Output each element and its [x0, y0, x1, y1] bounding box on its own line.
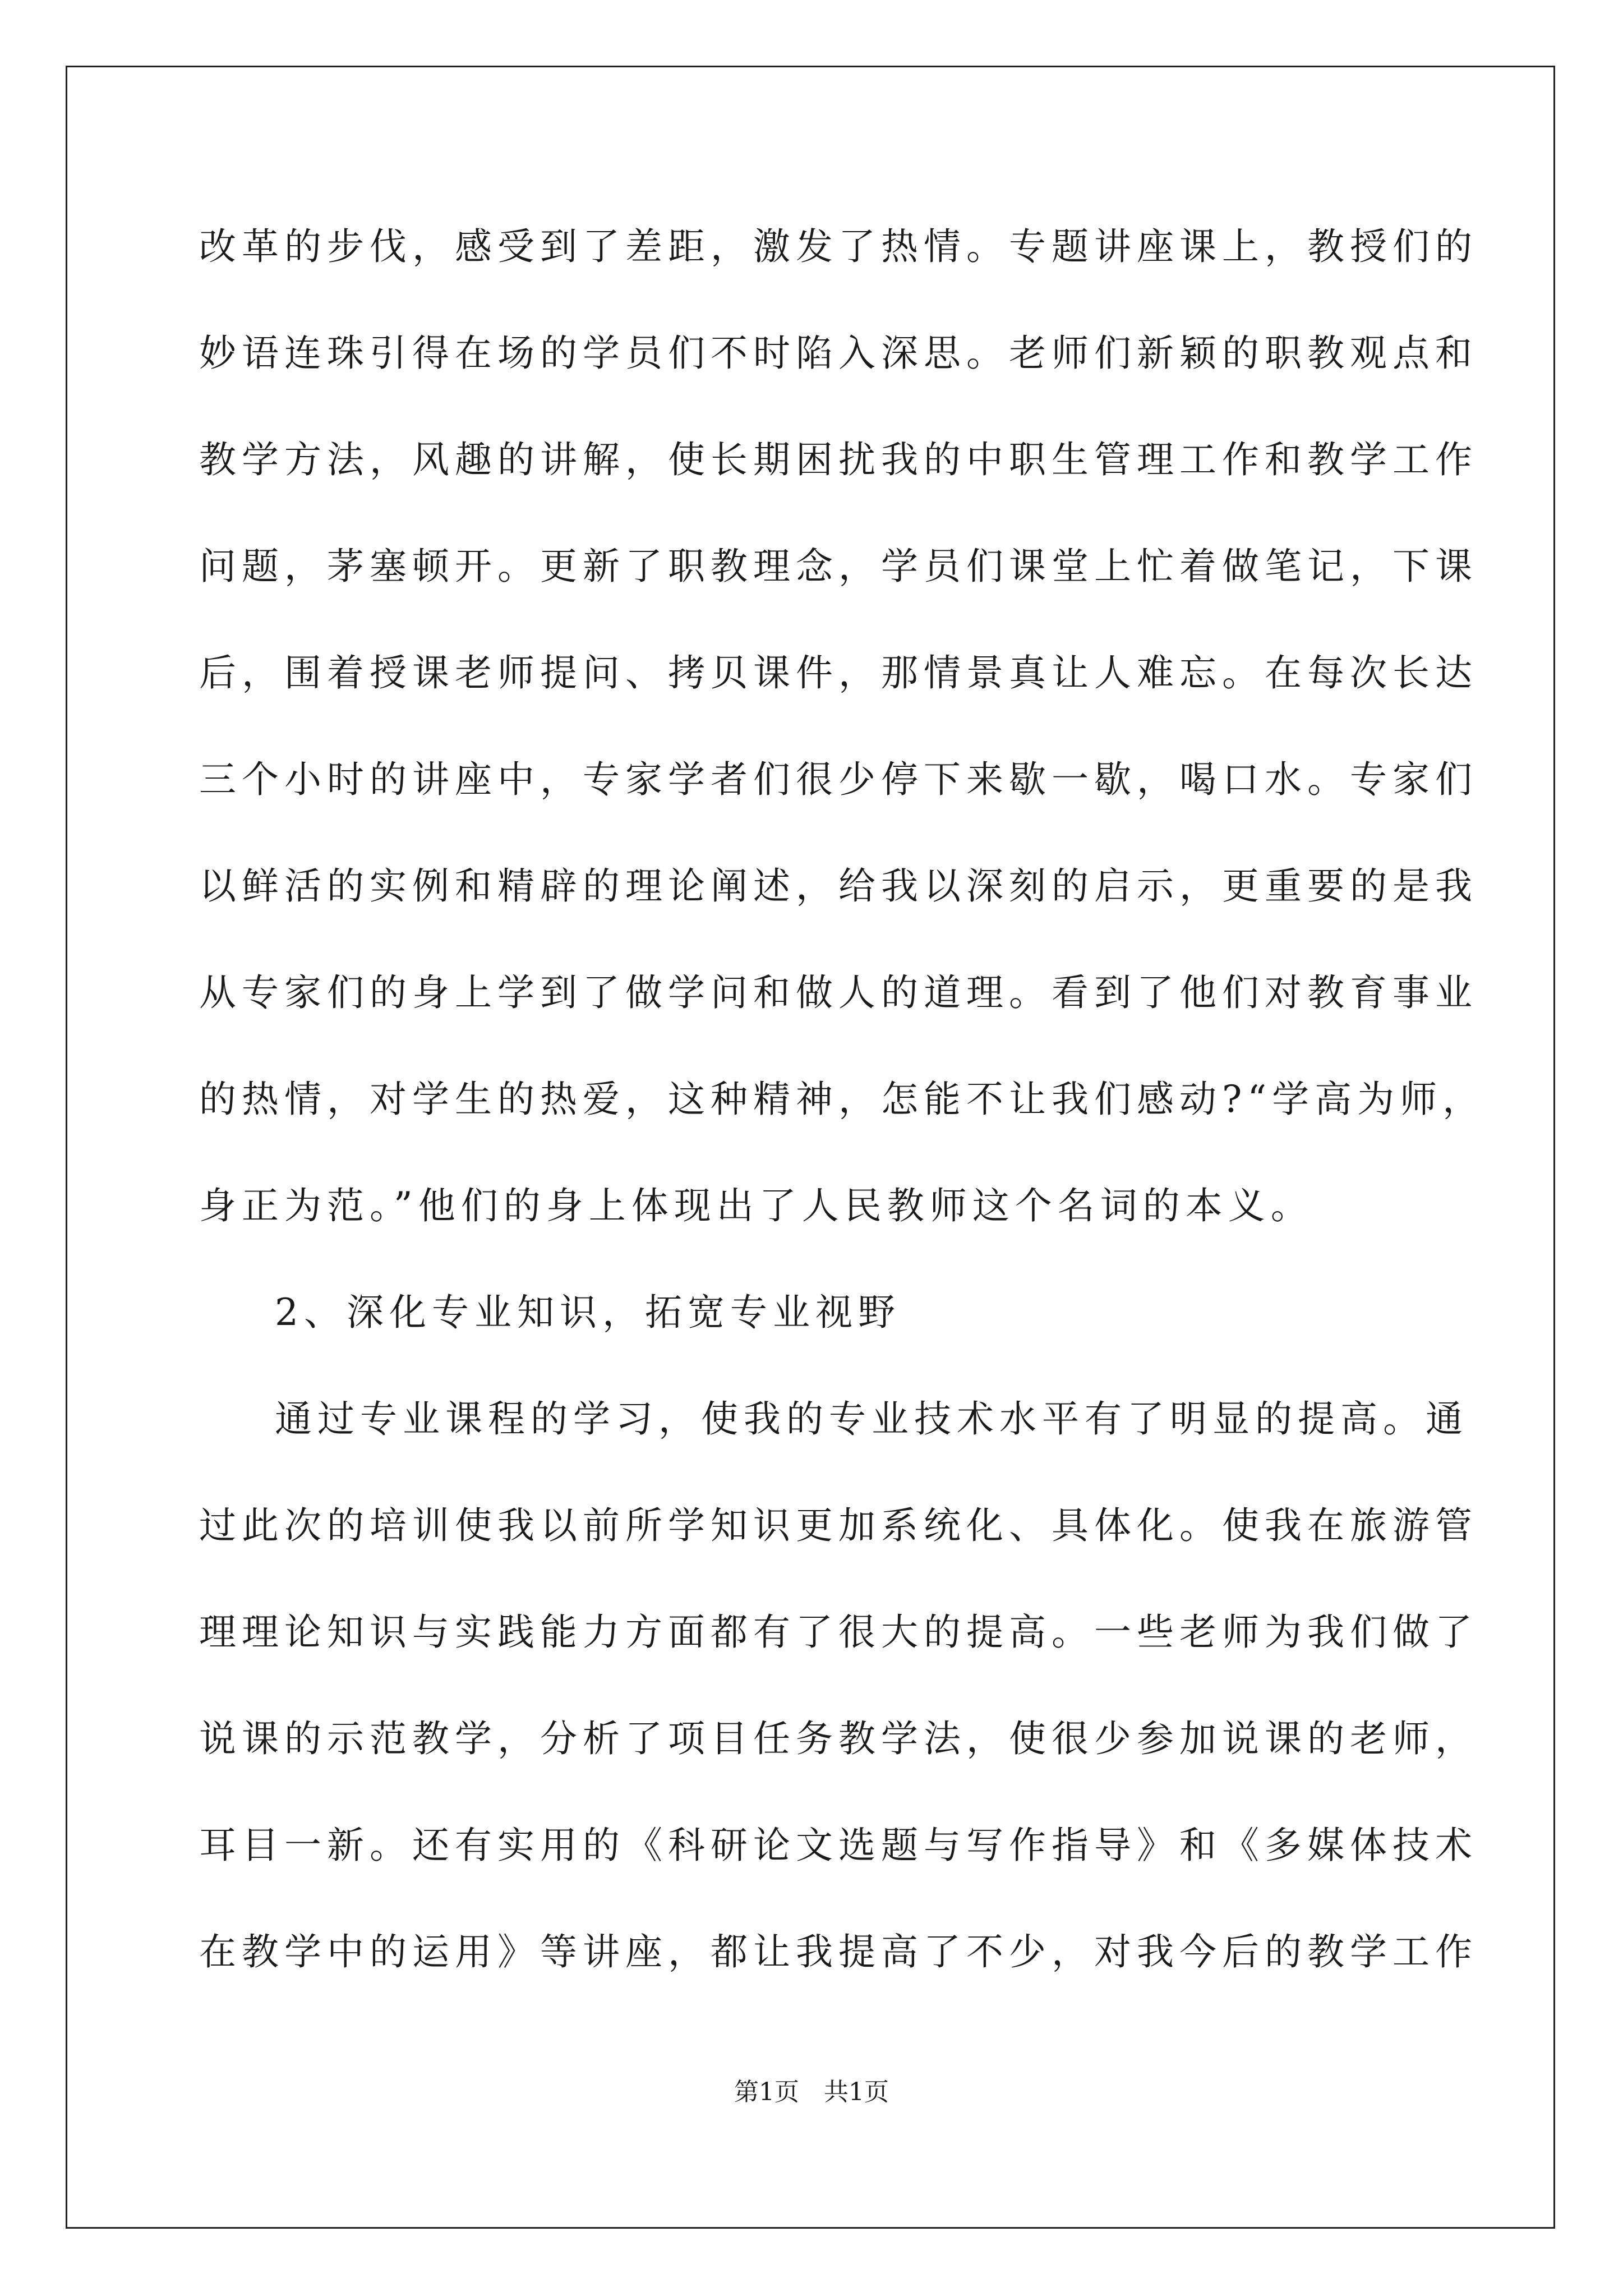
paragraph-line: 改革的步伐，感受到了差距，激发了热情。专题讲座课上，教授们的 [199, 225, 1478, 268]
paragraph-line: 三个小时的讲座中，专家学者们很少停下来歇一歇，喝口水。专家们 [199, 758, 1478, 801]
paragraph-line: 在教学中的运用》等讲座，都让我提高了不少，对我今后的教学工作 [199, 1930, 1478, 1973]
paragraph-line: 妙语连珠引得在场的学员们不时陷入深思。老师们新颖的职教观点和 [199, 332, 1478, 375]
paragraph-line: 说课的示范教学，分析了项目任务教学法，使很少参加说课的老师， [199, 1717, 1478, 1760]
paragraph-line: 耳目一新。还有实用的《科研论文选题与写作指导》和《多媒体技术 [199, 1824, 1478, 1867]
paragraph-line: 问题，茅塞顿开。更新了职教理念，学员们课堂上忙着做笔记，下课 [199, 545, 1478, 588]
paragraph-line: 理理论知识与实践能力方面都有了很大的提高。一些老师为我们做了 [199, 1611, 1478, 1654]
paragraph-line: 从专家们的身上学到了做学问和做人的道理。看到了他们对教育事业 [199, 971, 1478, 1014]
paragraph-line: 教学方法，风趣的讲解，使长期困扰我的中职生管理工作和教学工作 [199, 438, 1478, 481]
page-footer: 第1页 共1页 [734, 2078, 889, 2106]
paragraph-line: 通过专业课程的学习，使我的专业技术水平有了明显的提高。通 [275, 1397, 1468, 1441]
paragraph-line: 以鲜活的实例和精辟的理论阐述，给我以深刻的启示，更重要的是我 [199, 864, 1478, 908]
page-border [66, 66, 1555, 2229]
paragraph-line: 后，围着授课老师提问、拷贝课件，那情景真让人难忘。在每次长达 [199, 651, 1478, 694]
section-heading: 2、深化专业知识，拓宽专业视野 [275, 1291, 901, 1334]
paragraph-line: 的热情，对学生的热爱，这种精神，怎能不让我们感动?“学高为师， [199, 1078, 1486, 1121]
paragraph-line: 身正为范。”他们的身上体现出了人民教师这个名词的本义。 [199, 1184, 1313, 1227]
paragraph-line: 过此次的培训使我以前所学知识更加系统化、具体化。使我在旅游管 [199, 1504, 1478, 1547]
